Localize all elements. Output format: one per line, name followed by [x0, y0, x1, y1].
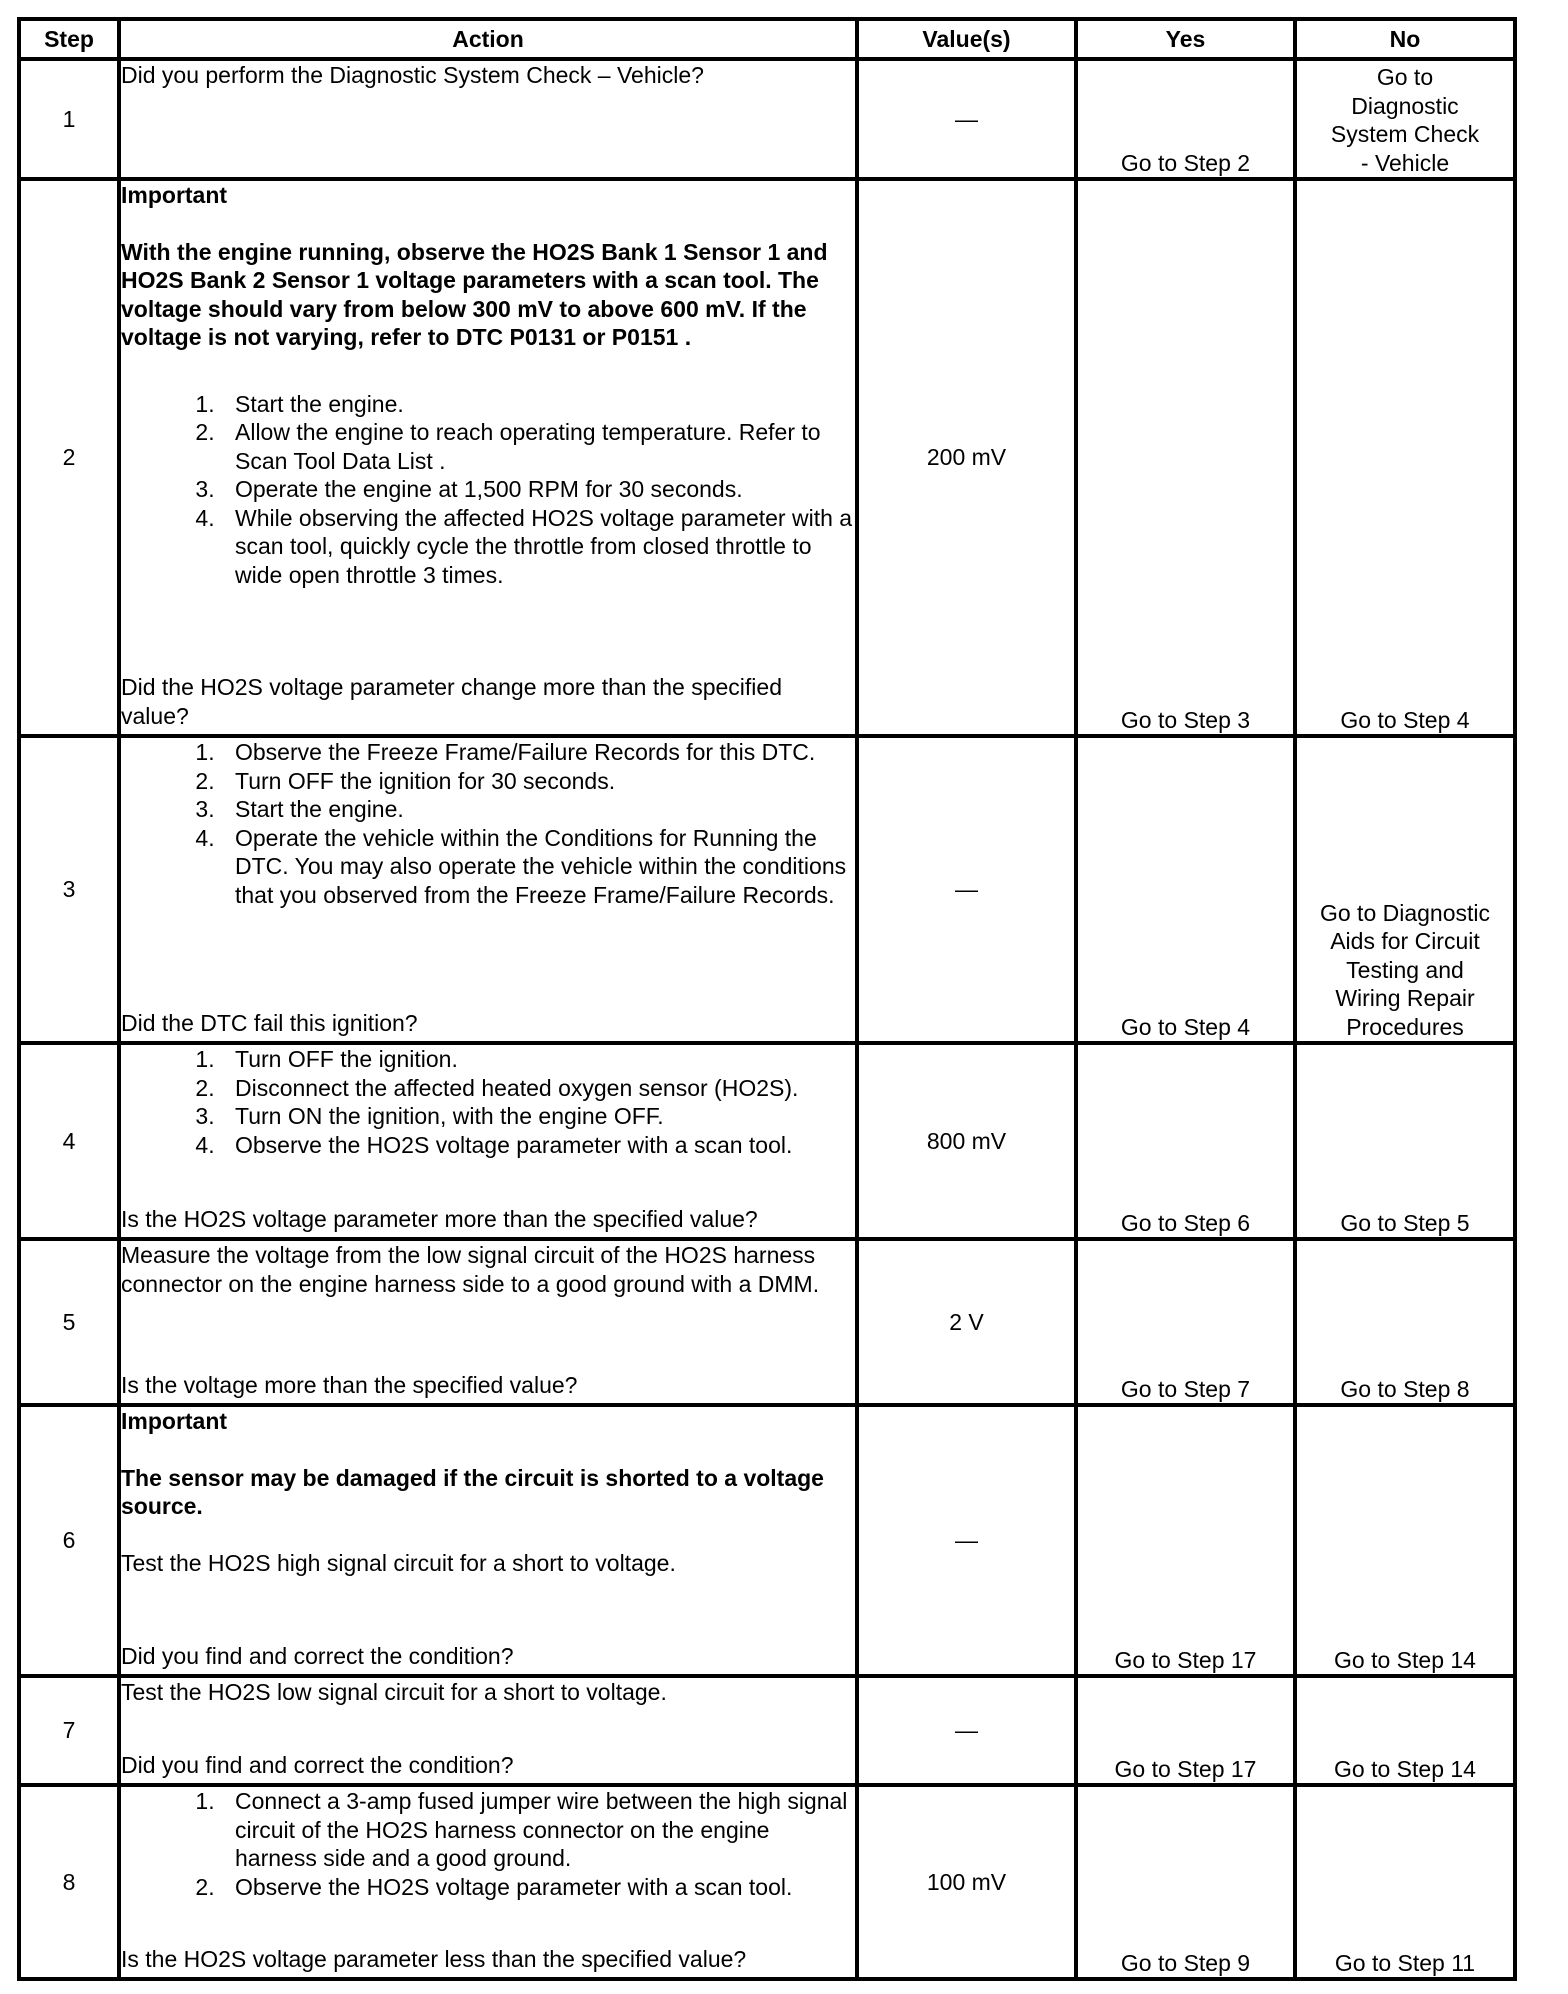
table-row: [19, 736, 1515, 1043]
no-text: Go to Diagnostic System Check - Vehicle: [1330, 64, 1480, 176]
table-row: [19, 1676, 1515, 1785]
table-row: [19, 1043, 1515, 1239]
list-item: 2. Disconnect the affected heated oxygen sensor (HO2S).: [221, 1074, 855, 1103]
table-row: [19, 1239, 1515, 1405]
action-question: Is the voltage more than the specified value?: [121, 1371, 578, 1398]
value-cell: —: [857, 1405, 1076, 1676]
no-cell: Go to Step 14: [1295, 1676, 1515, 1785]
action-text: Test the HO2S low signal circuit for a short to voltage.: [121, 1679, 667, 1705]
important-text: With the engine running, observe the HO2S Bank 1 Sensor 1 and HO2S Bank 2 Sensor 1 voltage parameters with a scan tool. The voltage should vary from below 300 mV to above 600 mV. If the voltage is not varying, refer to DTC P0131 or P0151 .: [121, 238, 828, 350]
table-row: [19, 179, 1515, 736]
action-question: Did you find and correct the condition?: [121, 1642, 514, 1669]
yes-cell: Go to Step 3: [1076, 179, 1295, 736]
yes-cell: Go to Step 6: [1076, 1043, 1295, 1239]
no-cell: Go to Step 4: [1295, 179, 1515, 736]
header-step: Step: [19, 19, 119, 59]
action-cell: [119, 1676, 857, 1785]
step-number: 7: [19, 1676, 119, 1785]
no-cell: Go to Step 11: [1295, 1785, 1515, 1979]
list-item: 4. Observe the HO2S voltage parameter with a scan tool.: [221, 1131, 855, 1160]
yes-cell: Go to Step 2: [1076, 59, 1295, 179]
list-item: 2. Observe the HO2S voltage parameter with a scan tool.: [221, 1873, 855, 1902]
value-cell: —: [857, 59, 1076, 179]
value-cell: —: [857, 1676, 1076, 1785]
table-row: [19, 1405, 1515, 1676]
step-number: 3: [19, 736, 119, 1043]
step-number: 4: [19, 1043, 119, 1239]
action-cell: [119, 1785, 857, 1979]
no-cell: [1295, 59, 1515, 179]
important-label: Important: [121, 182, 228, 208]
list-item: 2. Turn OFF the ignition for 30 seconds.: [221, 767, 855, 796]
no-text: Go to Diagnostic Aids for Circuit Testing and Wiring Repair Procedures: [1319, 899, 1491, 1040]
list-item: 1. Observe the Freeze Frame/Failure Records for this DTC.: [221, 738, 855, 767]
list-item: 1. Connect a 3-amp fused jumper wire between the high signal circuit of the HO2S harness connector on the engine harness side and a good ground.: [221, 1787, 855, 1873]
action-cell: [119, 59, 857, 179]
list-item: 1. Start the engine.: [221, 390, 855, 419]
table-row: [19, 1785, 1515, 1979]
action-question: Did the DTC fail this ignition?: [121, 1009, 418, 1036]
no-cell: Go to Step 8: [1295, 1239, 1515, 1405]
yes-cell: Go to Step 4: [1076, 736, 1295, 1043]
diagnostic-table: [17, 17, 1517, 1981]
action-cell: [119, 1405, 857, 1676]
table-row: [19, 59, 1515, 179]
yes-cell: Go to Step 17: [1076, 1405, 1295, 1676]
list-item: 4. Operate the vehicle within the Conditions for Running the DTC. You may also operate the vehicle within the conditions that you observed from the Freeze Frame/Failure Records.: [221, 824, 855, 910]
value-cell: 200 mV: [857, 179, 1076, 736]
action-text: Measure the voltage from the low signal circuit of the HO2S harness connector on the engine harness side to a good ground with a DMM.: [121, 1242, 820, 1297]
step-number: 8: [19, 1785, 119, 1979]
yes-cell: Go to Step 7: [1076, 1239, 1295, 1405]
action-question: Did you perform the Diagnostic System Check – Vehicle?: [121, 62, 704, 88]
important-label: Important: [121, 1408, 228, 1434]
value-cell: 100 mV: [857, 1785, 1076, 1979]
action-cell: [119, 179, 857, 736]
no-cell: Go to Step 5: [1295, 1043, 1515, 1239]
step-number: 1: [19, 59, 119, 179]
list-item: 2. Allow the engine to reach operating temperature. Refer to Scan Tool Data List .: [221, 418, 855, 475]
header-values: Value(s): [857, 19, 1076, 59]
action-cell: [119, 1239, 857, 1405]
important-text: The sensor may be damaged if the circuit is shorted to a voltage source.: [121, 1464, 824, 1519]
list-item: 1. Turn OFF the ignition.: [221, 1045, 855, 1074]
procedure-list: [121, 390, 855, 590]
action-cell: [119, 1043, 857, 1239]
step-number: 2: [19, 179, 119, 736]
action-text: Test the HO2S high signal circuit for a short to voltage.: [121, 1549, 676, 1576]
procedure-list: [121, 738, 855, 909]
list-item: 3. Start the engine.: [221, 795, 855, 824]
step-number: 5: [19, 1239, 119, 1405]
procedure-list: [121, 1787, 855, 1901]
header-row: [19, 19, 1515, 59]
value-cell: 800 mV: [857, 1043, 1076, 1239]
list-item: 4. While observing the affected HO2S voltage parameter with a scan tool, quickly cycle the throttle from closed throttle to wide open throttle 3 times.: [221, 504, 855, 590]
value-cell: —: [857, 736, 1076, 1043]
yes-cell: Go to Step 9: [1076, 1785, 1295, 1979]
procedure-list: [121, 1045, 855, 1159]
yes-cell: Go to Step 17: [1076, 1676, 1295, 1785]
header-no: No: [1295, 19, 1515, 59]
action-question: Is the HO2S voltage parameter less than the specified value?: [121, 1945, 747, 1972]
action-question: Did the HO2S voltage parameter change more than the specified value?: [121, 674, 782, 729]
header-yes: Yes: [1076, 19, 1295, 59]
no-cell: [1295, 736, 1515, 1043]
list-item: 3. Turn ON the ignition, with the engine OFF.: [221, 1102, 855, 1131]
header-action: Action: [119, 19, 857, 59]
action-cell: [119, 736, 857, 1043]
action-question: Did you find and correct the condition?: [121, 1751, 514, 1778]
list-item: 3. Operate the engine at 1,500 RPM for 30 seconds.: [221, 475, 855, 504]
step-number: 6: [19, 1405, 119, 1676]
action-question: Is the HO2S voltage parameter more than the specified value?: [121, 1205, 758, 1232]
value-cell: 2 V: [857, 1239, 1076, 1405]
no-cell: Go to Step 14: [1295, 1405, 1515, 1676]
